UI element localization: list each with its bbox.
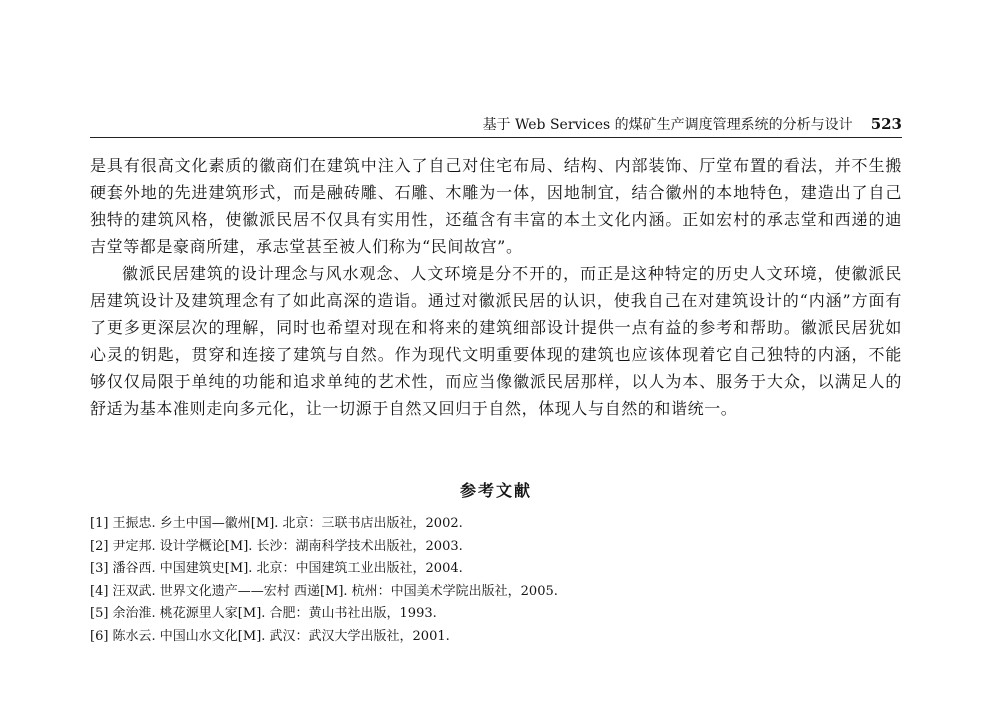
reference-item: [2] 尹定邦. 设计学概论[M]. 长沙：湖南科学技术出版社，2003. <box>90 538 463 554</box>
reference-item: [1] 王振忠. 乡土中国—徽州[M]. 北京：三联书店出版社，2002. <box>90 516 463 531</box>
references-list <box>90 513 902 648</box>
reference-item: [4] 汪双武. 世界文化遗产——宏村 西递[M]. 杭州：中国美术学院出版社，2005. <box>90 583 558 599</box>
paragraph: 是具有很高文化素质的徽商们在建筑中注入了自己对住宅布局、结构、内部装饰、厅堂布置的看法，并不生搬硬套外地的先进建筑形式，而是融砖雕、石雕、木雕为一体，因地制宜，结合徽州的本地特色，建造出了自己独特的建筑风格，使徽派民居不仅具有实用性，还蕴含有丰富的本土文化内涵。正如宏村的承志堂和西递的迪吉堂等都是豪商所建，承志堂甚至被人们称为“民间故宫”。 <box>90 156 902 256</box>
running-title: 基于 Web Services 的煤矿生产调度管理系统的分析与设计 <box>482 117 853 133</box>
page-number: 523 <box>870 115 902 133</box>
body-text <box>90 152 902 422</box>
references-heading: 参考文献 <box>459 481 532 500</box>
paragraph: 徽派民居建筑的设计理念与风水观念、人文环境是分不开的，而正是这种特定的历史人文环境，使徽派民居建筑设计及建筑理念有了如此高深的造诣。通过对徽派民居的认识，使我自己在对建筑设计的“内涵”方面有了更多更深层次的理解，同时也希望对现在和将来的建筑细部设计提供一点有益的参考和帮助。徽派民居犹如心灵的钥匙，贯穿和连接了建筑与自然。作为现代文明重要体现的建筑也应该体现着它自己独特的内涵，不能够仅仅局限于单纯的功能和追求单纯的艺术性，而应当像徽派民居那样，以人为本、服务于大众，以满足人的舒适为基本准则走向多元化，让一切源于自然又回归于自然，体现人与自然的和谐统一。 <box>90 264 902 418</box>
reference-item: [5] 余治淮. 桃花源里人家[M]. 合肥：黄山书社出版，1993. <box>90 606 437 621</box>
reference-item: [6] 陈水云. 中国山水文化[M]. 武汉：武汉大学出版社，2001. <box>90 628 450 644</box>
reference-item: [3] 潘谷西. 中国建筑史[M]. 北京：中国建筑工业出版社，2004. <box>90 561 463 576</box>
running-header <box>90 113 902 138</box>
